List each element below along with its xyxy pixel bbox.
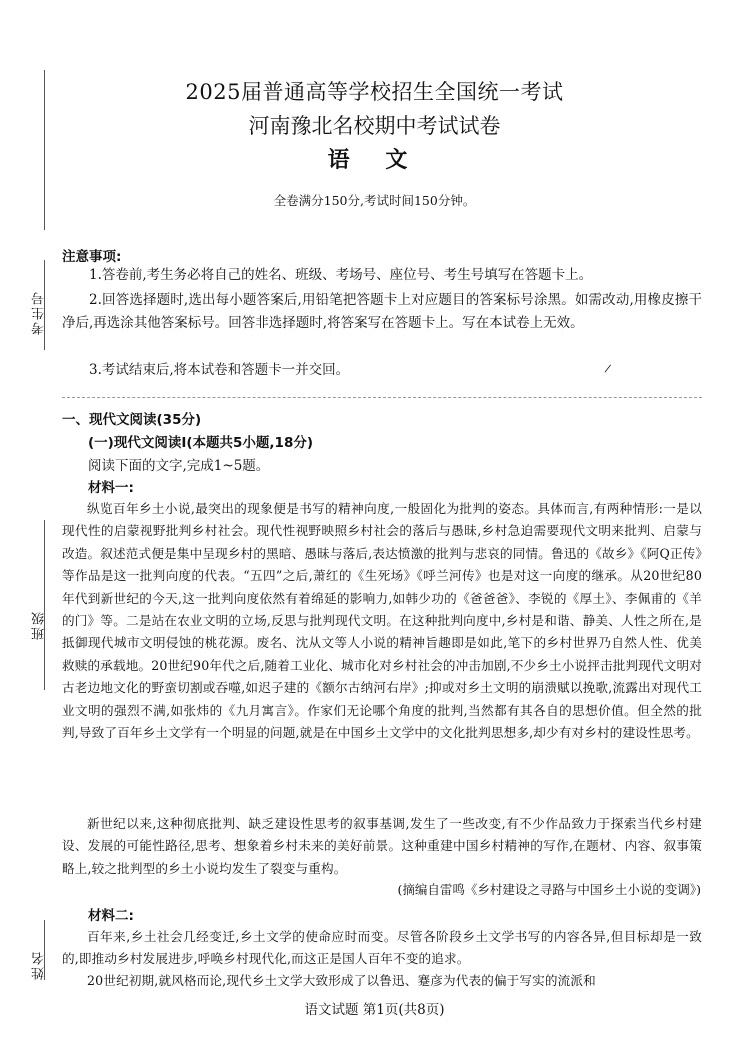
note-item-2: 2.回答选择题时,选出每小题答案后,用铅笔把答题卡上对应题目的答案标号涂黑。如需改动,用橡皮擦干净后,再选涂其他答案标号。回答非选择题时,将答案写在答题卡上。写在本试卷上无效。 [62,292,702,331]
class-label: 班级 [32,610,47,640]
subject-title: 语 文 [327,147,422,173]
stray-mark: / [603,361,612,376]
notes-heading: 注意事项: [62,249,122,265]
note-item-3: 3.考试结束后,将本试卷和答题卡一并交回。 [89,362,350,378]
material2-label: 材料二: [88,908,134,924]
section-heading: 一、现代文阅读(35分) [62,412,202,428]
material1-label: 材料一: [88,480,134,496]
material2-paragraph-1: 百年来,乡土社会几经变迁,乡土文学的使命应时而变。尽管各阶段乡土文学书写的内容各异,但目标却是一致的,即推动乡村发展进步,呼唤乡村现代化,而这正是国人百年不变的追求。 [62,929,702,967]
material2-paragraph-2: 20世纪初期,就风格而论,现代乡土文学大致形成了以鲁迅、蹇彦为代表的偏于写实的流派和 [87,973,596,988]
exam-subtitle: 河南豫北名校期中考试试卷 [248,114,501,138]
score-time-note: 全卷满分150分,考试时间150分钟。 [273,193,476,208]
name-label: 姓名 [32,950,47,980]
divider [62,397,702,398]
exam-title: 2025届普通高等学校招生全国统一考试 [185,80,564,104]
margin-line-class [44,520,45,690]
exam-no-label: 考生号 [32,290,47,335]
material1-source: (摘编自雷鸣《乡村建设之寻路与中国乡土小说的变调》) [397,882,701,897]
page-footer: 语文试题 第1页(共8页) [304,1002,445,1018]
note-item-1: 1.答卷前,考生务必将自己的姓名、班级、考场号、座位号、考生号填写在答题卡上。 [89,267,593,283]
subsection-heading: (一)现代文阅读Ⅰ(本题共5小题,18分) [88,435,314,451]
material1-paragraph-1: 纵览百年乡土小说,最突出的现象便是书写的精神向度,一般固化为批判的姿态。具体而言,有两种情形:一是以现代性的启蒙视野批判乡村社会。现代性视野映照乡村社会的落后与愚昧,乡村急迫需要现代文明来批判、启蒙与改造。叙述范式便是集中呈现乡村的黑暗、愚昧与落后,表达愤激的批判与悲哀的同情。鲁迅的《故乡》《阿Q正传》等作品是这一批判向度的代表。“五四”之后,萧红的《生死场》《呼兰河传》也是对这一向度的继承。从20世纪80年代到新世纪的今天,这一批判向度依然有着绵延的影响力,如韩少功的《爸爸爸》、李锐的《厚土》、李佩甫的《羊的门》等。二是站在农业文明的立场,反思与批判现代文明。在这种批判向度中,乡村是和谐、静美、人性之所在,是抵御现代城市文明侵蚀的桃花源。废名、沈从文等人小说的精神旨趣即是如此,笔下的乡村世界乃自然人性、优美救赎的承载地。20世纪90年代之后,随着工业化、城市化对乡村社会的冲击加剧,不少乡土小说抨击批判现代文明对古老边地文化的野蛮切割或吞噬,如迟子建的《额尔古纳河右岸》;抑或对乡土文明的崩溃赋以挽歌,流露出对现代工业文明的强烈不满,如张炜的《九月寓言》。作家们无论哪个角度的批判,当然都有其各自的思想价值。但全然的批判,导致了百年乡土文学有一个明显的问题,就是在中国乡土文学中的文化批判思想多,却少有对乡村的建设性思考。 [62,501,702,741]
reading-instruction: 阅读下面的文字,完成1~5题。 [88,458,270,474]
material1-paragraph-2: 新世纪以来,这种彻底批判、缺乏建设性思考的叙事基调,发生了一些改变,有不少作品致力于探索当代乡村建设、发展的可能性路径,思考、想象着乡村未来的美好前景。这种重建中国乡村精神的写作,在题材、内容、叙事策略上,较之批判型的乡土小说均发生了裂变与重构。 [62,816,702,876]
